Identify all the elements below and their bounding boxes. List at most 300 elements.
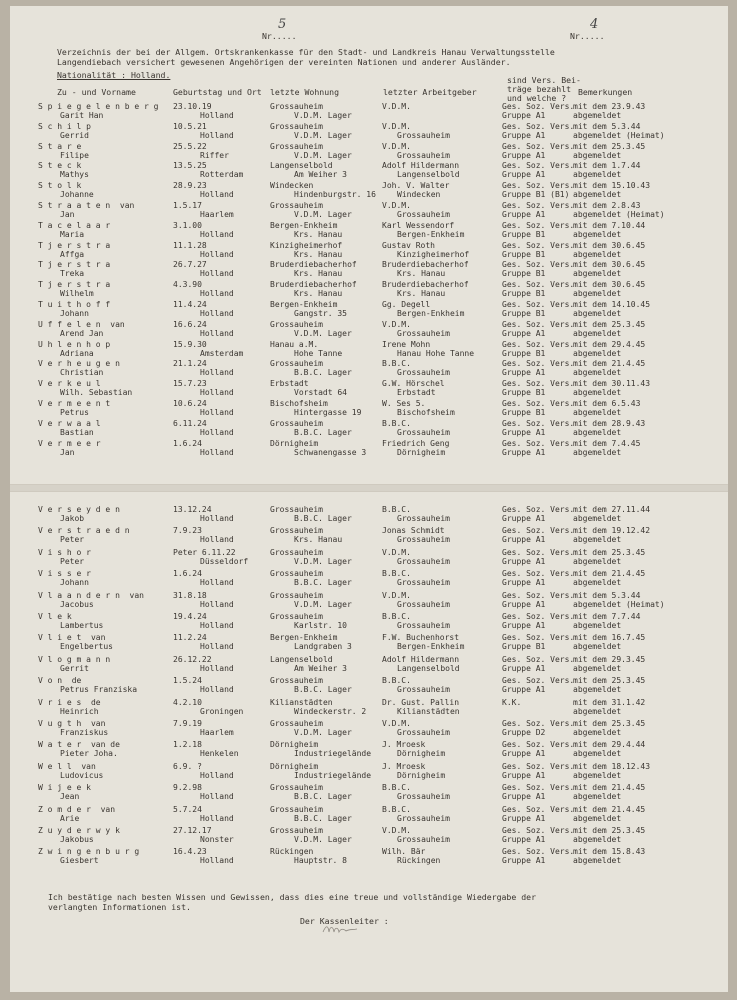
cell-remark-date: mit dem 30.6.45 [573,260,646,270]
cell-employer: G.W. Hörschel [382,379,445,389]
cell-residence: Langenselbold [270,161,333,171]
cell-employer: B.B.C. [382,569,411,579]
cell-remark-date: mit dem 27.11.44 [573,505,651,514]
cell-remark-date: mit dem 21.4.45 [573,359,646,369]
cell-insurance: Ges. Soz. Vers. [502,547,575,557]
cell-given-name: Affga [60,249,85,259]
cell-insurance: Ges. Soz. Vers. [502,379,575,389]
cell-remark-date: mit dem 25.3.45 [573,826,646,835]
cell-insurance: Ges. Soz. Vers. [502,121,575,131]
cell-birth-date: 3.1.00 [173,220,202,230]
cell-employer-place: Grossauheim [397,685,450,695]
cell-employer: Jonas Schmidt [382,526,445,536]
page-number-left-label: Nr..... [262,31,297,41]
cell-remark-status: abgemeldet (Heimat) [573,130,665,140]
cell-residence-detail: V.D.M. Lager [294,835,352,844]
cell-remark-date: mit dem 5.3.44 [573,590,641,600]
cell-employer: Joh. V. Walter [382,181,450,191]
cell-birth-date: 1.6.24 [173,438,202,448]
cell-residence: Hanau a.M. [270,339,319,349]
cell-birth-date: 19.4.24 [173,612,207,621]
cell-birth-place: Holland [200,368,234,378]
cell-remark-date: mit dem 30.11.43 [573,379,651,389]
cell-employer: B.B.C. [382,418,411,428]
table-row [10,400,728,418]
cell-residence: Grossauheim [270,590,323,600]
cell-birth-date: 7.9.23 [173,526,202,536]
cell-residence-detail: B.B.C. Lager [294,685,352,695]
cell-employer-place: Grossauheim [397,599,450,609]
cell-employer: Bruderdiebacherhof [382,260,469,270]
cell-insurance-group: Gruppe A1 [502,770,546,780]
cell-remark-status: abgemeldet [573,229,622,239]
cell-surname: W e l l van [38,761,96,771]
cell-employer-place: Langenselbold [397,170,460,180]
table-row [10,570,728,588]
cell-residence: Grossauheim [270,418,323,428]
cell-birth-date: 6.9. ? [173,761,202,771]
cell-residence: Rückingen [270,847,314,857]
cell-birth-date: 7.9.19 [173,719,202,728]
cell-insurance: Ges. Soz. Vers. [502,141,575,151]
cell-remark-date: mit dem 25.3.45 [573,141,646,151]
cell-insurance: Ges. Soz. Vers. [502,676,575,686]
cell-insurance-group: Gruppe A1 [502,663,546,673]
table-row [10,420,728,438]
cell-birth-place: Holland [200,289,234,299]
cell-remark-date: mit dem 1.7.44 [573,161,641,171]
cell-employer-place: Grossauheim [397,813,450,823]
cell-remark-status: abgemeldet [573,309,622,318]
cell-insurance: Ges. Soz. Vers. [502,220,575,230]
cell-birth-place: Holland [200,792,234,802]
cell-residence-detail: B.B.C. Lager [294,578,352,588]
cell-given-name: Treka [60,269,85,279]
cell-residence: Grossauheim [270,676,323,686]
column-header-contrib-3: und welche ? [507,93,567,103]
table-row [10,242,728,260]
cell-remark-status: abgemeldet [573,328,622,338]
cell-residence: Dörnigheim [270,438,319,448]
cell-surname: T u i t h o f f [38,300,111,309]
cell-birth-date: 11.1.28 [173,240,207,250]
cell-remark-date: mit dem 6.5.43 [573,399,641,408]
cell-employer: J. Mroesk [382,761,426,771]
cell-given-name: Peter [60,556,85,566]
cell-employer-place: Grossauheim [397,130,450,140]
cell-employer-place: Langenselbold [397,663,460,673]
table-row [10,527,728,545]
cell-surname: V i s h o r [38,547,91,557]
cell-birth-date: 5.7.24 [173,804,202,814]
cell-surname: T j e r s t r a [38,240,111,250]
cell-birth-date: 1.5.24 [173,676,202,686]
cell-given-name: Mathys [60,170,89,180]
table-row [10,321,728,339]
column-header-birth: Geburtstag und Ort [173,87,262,97]
cell-residence: Grossauheim [270,804,323,814]
cell-residence: Grossauheim [270,102,323,111]
cell-surname: T j e r s t r a [38,280,111,290]
table-row [10,360,728,378]
cell-residence-detail: Krs. Hanau [294,289,343,299]
cell-employer: B.B.C. [382,612,411,621]
cell-residence: Grossauheim [270,201,323,210]
paper-fold [10,484,728,492]
table-row [10,677,728,695]
cell-surname: V e r h e u g e n [38,359,120,369]
cell-residence-detail: Krs. Hanau [294,535,343,545]
cell-surname: S t e c k [38,161,82,171]
cell-employer-place: Dörnigheim [397,770,446,780]
cell-surname: S c h i l p [38,121,91,131]
column-header-residence: letzte Wohnung [270,87,340,97]
cell-remark-status: abgemeldet (Heimat) [573,599,665,609]
cell-surname: S t o l k [38,181,82,191]
cell-insurance: Ges. Soz. Vers. [502,761,575,771]
cell-given-name: Engelbertus [60,642,113,652]
cell-residence: Kilianstädten [270,697,333,707]
cell-insurance: Ges. Soz. Vers. [502,280,575,290]
cell-remark-date: mit dem 25.3.45 [573,719,646,728]
footer-line-1: Ich bestätige nach besten Wissen und Gewissen, dass dies eine treue und vollständige Wiedergabe der [48,892,536,902]
cell-surname: U h l e n h o p [38,339,111,349]
cell-insurance-group: Gruppe B1 [502,309,546,318]
cell-remark-status: abgemeldet (Heimat) [573,210,665,219]
cell-insurance-group: Gruppe B1 [502,388,546,398]
cell-insurance: Ges. Soz. Vers. [502,847,575,857]
cell-birth-date: 16.4.23 [173,847,207,857]
column-header-remarks: Bemerkungen [578,87,633,97]
cell-birth-place: Holland [200,856,234,866]
cell-insurance: Ges. Soz. Vers. [502,569,575,579]
cell-residence: Grossauheim [270,612,323,621]
cell-residence-detail: Krs. Hanau [294,249,343,259]
cell-birth-date: 15.9.30 [173,339,207,349]
cell-employer-place: Krs. Hanau [397,269,446,279]
cell-given-name: Gerrid [60,130,89,140]
cell-birth-place: Holland [200,447,234,457]
cell-employer-place: Krs. Hanau [397,289,446,299]
cell-insurance-group: Gruppe B1 (B1) [502,190,570,200]
cell-remark-status: abgemeldet [573,170,622,180]
table-row [10,380,728,398]
cell-employer-place: Grossauheim [397,328,450,338]
cell-remark-status: abgemeldet [573,835,622,844]
cell-birth-place: Holland [200,249,234,259]
cell-surname: S p i e g e l e n b e r g [38,102,159,111]
cell-birth-place: Henkelen [200,749,239,759]
cell-insurance-group: Gruppe B1 [502,229,546,239]
cell-insurance: Ges. Soz. Vers. [502,804,575,814]
cell-employer: V.D.M. [382,547,411,557]
table-row [10,720,728,738]
cell-residence: Grossauheim [270,505,323,514]
cell-residence-detail: B.B.C. Lager [294,427,352,437]
cell-remark-date: mit dem 29.3.45 [573,654,646,664]
cell-employer-place: Windecken [397,190,441,200]
cell-employer: B.B.C. [382,359,411,369]
cell-surname: V e r w a a l [38,418,101,428]
cell-given-name: Jakobus [60,835,94,844]
cell-residence: Grossauheim [270,359,323,369]
cell-remark-status: abgemeldet [573,556,622,566]
cell-given-name: Heinrich [60,706,99,716]
signature-mark [322,923,358,935]
cell-birth-place: Holland [200,514,234,523]
cell-remark-date: mit dem 29.4.44 [573,740,646,750]
cell-remark-date: mit dem 21.4.45 [573,804,646,814]
cell-employer: V.D.M. [382,102,411,111]
cell-birth-place: Düsseldorf [200,556,249,566]
cell-residence: Grossauheim [270,121,323,131]
cell-employer: B.B.C. [382,505,411,514]
cell-residence-detail: Hintergasse 19 [294,408,362,417]
cell-given-name: Wilh. Sebastian [60,388,133,398]
cell-residence-detail: V.D.M. Lager [294,130,352,140]
cell-birth-place: Holland [200,190,234,200]
cell-employer: Wilh. Bär [382,847,426,857]
cell-birth-date: 10.5.21 [173,121,207,131]
cell-surname: V l e k [38,612,72,621]
cell-remark-date: mit dem 21.4.45 [573,783,646,793]
cell-birth-date: 11.4.24 [173,300,207,309]
cell-employer: Adolf Hildermann [382,161,460,171]
cell-residence-detail: Hohe Tanne [294,348,343,358]
cell-residence-detail: B.B.C. Lager [294,514,352,523]
cell-insurance-group: Gruppe A1 [502,856,546,866]
cell-residence-detail: Landgraben 3 [294,642,352,652]
table-row [10,827,728,845]
cell-surname: V e r m e e r [38,438,101,448]
cell-residence: Kinzigheimerhof [270,240,343,250]
cell-birth-date: 13.5.25 [173,161,207,171]
cell-residence-detail: Hauptstr. 8 [294,856,347,866]
cell-residence: Langenselbold [270,654,333,664]
cell-remark-date: mit dem 19.12.42 [573,526,651,536]
cell-residence-detail: V.D.M. Lager [294,328,352,338]
cell-employer-place: Hanau Hohe Tanne [397,348,475,358]
cell-remark-status: abgemeldet [573,792,622,802]
cell-residence: Grossauheim [270,783,323,793]
cell-residence-detail: V.D.M. Lager [294,728,352,737]
cell-insurance-group: Gruppe A1 [502,427,546,437]
cell-remark-date: mit dem 28.9.43 [573,418,646,428]
column-header-contrib-2: träge bezahlt [507,84,572,94]
cell-remark-status: abgemeldet [573,514,622,523]
cell-employer-place: Rückingen [397,856,441,866]
cell-residence-detail: Krs. Hanau [294,229,343,239]
cell-insurance: Ges. Soz. Vers. [502,339,575,349]
cell-remark-status: abgemeldet [573,728,622,737]
cell-remark-status: abgemeldet [573,813,622,823]
cell-residence-detail: Am Weiher 3 [294,170,347,180]
cell-surname: V l o g m a n n [38,654,111,664]
cell-remark-date: mit dem 31.1.42 [573,697,646,707]
cell-insurance: Ges. Soz. Vers. [502,612,575,621]
table-row [10,103,728,121]
cell-insurance: Ges. Soz. Vers. [502,740,575,750]
cell-birth-place: Holland [200,388,234,398]
cell-insurance-group: Gruppe A1 [502,835,546,844]
cell-birth-date: 1.5.17 [173,201,202,210]
cell-insurance: Ges. Soz. Vers. [502,418,575,428]
cell-remark-date: mit dem 7.10.44 [573,220,646,230]
cell-insurance-group: Gruppe A1 [502,130,546,140]
cell-insurance-group: Gruppe B1 [502,642,546,652]
cell-birth-date: 9.2.98 [173,783,202,793]
cell-residence: Bergen-Enkheim [270,300,338,309]
cell-insurance-group: Gruppe B1 [502,269,546,279]
cell-employer: V.D.M. [382,201,411,210]
cell-insurance: Ges. Soz. Vers. [502,438,575,448]
cell-insurance: Ges. Soz. Vers. [502,161,575,171]
cell-employer: Dr. Gust. Pallin [382,697,460,707]
cell-given-name: Maria [60,229,85,239]
cell-residence-detail: Vorstadt 64 [294,388,347,398]
cell-residence-detail: V.D.M. Lager [294,111,352,120]
cell-given-name: Johanne [60,190,94,200]
cell-employer: B.B.C. [382,804,411,814]
cell-employer-place: Erbstadt [397,388,436,398]
cell-birth-date: 10.6.24 [173,399,207,408]
cell-insurance-group: Gruppe B1 [502,348,546,358]
table-row [10,261,728,279]
cell-birth-place: Riffer [200,150,229,160]
cell-employer-place: Grossauheim [397,368,450,378]
cell-birth-place: Holland [200,408,234,417]
cell-birth-place: Holland [200,269,234,279]
cell-birth-date: 1.6.24 [173,569,202,579]
cell-surname: S t a r e [38,141,82,151]
cell-given-name: Arie [60,813,80,823]
cell-residence-detail: B.B.C. Lager [294,792,352,802]
table-row [10,784,728,802]
cell-residence: Grossauheim [270,569,323,579]
cell-insurance-group: Gruppe A1 [502,685,546,695]
cell-insurance-group: Gruppe B1 [502,408,546,417]
cell-surname: V e r k e u l [38,379,101,389]
cell-given-name: Arend Jan [60,328,104,338]
cell-given-name: Giesbert [60,856,99,866]
cell-remark-date: mit dem 15.10.43 [573,181,651,191]
document-sheet [10,6,728,992]
cell-birth-place: Holland [200,685,234,695]
cell-birth-date: 26.7.27 [173,260,207,270]
cell-birth-date: 4.2.10 [173,697,202,707]
cell-birth-place: Groningen [200,706,244,716]
cell-employer: Karl Wessendorf [382,220,455,230]
cell-insurance-group: Gruppe A1 [502,514,546,523]
table-row [10,281,728,299]
cell-insurance: Ges. Soz. Vers. [502,590,575,600]
cell-residence: Grossauheim [270,826,323,835]
cell-employer-place: Bergen-Enkheim [397,309,465,318]
cell-insurance-group: Gruppe A1 [502,150,546,160]
cell-employer: Adolf Hildermann [382,654,460,664]
cell-employer-place: Grossauheim [397,621,450,630]
cell-employer-place: Grossauheim [397,210,450,219]
cell-insurance: Ges. Soz. Vers. [502,181,575,191]
cell-remark-date: mit dem 5.3.44 [573,121,641,131]
cell-employer: V.D.M. [382,590,411,600]
cell-employer: V.D.M. [382,141,411,151]
cell-remark-date: mit dem 25.3.45 [573,676,646,686]
cell-insurance-group: Gruppe A1 [502,535,546,545]
cell-given-name: Pieter Joha. [60,749,118,759]
cell-remark-date: mit dem 16.7.45 [573,633,646,643]
cell-residence-detail: V.D.M. Lager [294,599,352,609]
cell-insurance-group: Gruppe B1 [502,289,546,299]
table-row [10,634,728,652]
cell-residence-detail: V.D.M. Lager [294,210,352,219]
cell-insurance: Ges. Soz. Vers. [502,399,575,408]
table-row [10,549,728,567]
cell-insurance: Ges. Soz. Vers. [502,526,575,536]
cell-residence: Bruderdiebacherhof [270,280,357,290]
cell-given-name: Adriana [60,348,94,358]
cell-insurance: Ges. Soz. Vers. [502,240,575,250]
cell-birth-date: 4.3.90 [173,280,202,290]
cell-surname: U f f e l e n van [38,319,125,329]
cell-birth-place: Haarlem [200,728,234,737]
cell-insurance-group: Gruppe A1 [502,328,546,338]
cell-residence-detail: Hindenburgstr. 16 [294,190,376,200]
column-header-contrib-1: sind Vers. Bei- [507,75,581,85]
cell-remark-status: abgemeldet [573,447,622,457]
cell-given-name: Jan [60,447,75,457]
cell-surname: S t r a a t e n van [38,201,135,210]
cell-residence: Grossauheim [270,141,323,151]
cell-employer-place: Bischofsheim [397,408,455,417]
cell-employer-place: Grossauheim [397,514,450,523]
table-row [10,699,728,717]
cell-birth-place: Holland [200,621,234,630]
cell-remark-status: abgemeldet [573,348,622,358]
cell-residence: Bischofsheim [270,399,328,408]
cell-employer: B.B.C. [382,676,411,686]
cell-insurance-group: Gruppe A1 [502,111,546,120]
cell-employer: Gg. Degell [382,300,431,309]
cell-employer-place: Grossauheim [397,535,450,545]
table-row [10,301,728,319]
cell-residence: Grossauheim [270,719,323,728]
cell-employer: Friedrich Geng [382,438,450,448]
cell-insurance-group: Gruppe D2 [502,728,546,737]
cell-birth-place: Holland [200,578,234,588]
cell-employer-place: Bergen-Enkheim [397,229,465,239]
cell-remark-status: abgemeldet [573,621,622,630]
cell-surname: W i j e e k [38,783,91,793]
cell-birth-place: Holland [200,328,234,338]
table-row [10,763,728,781]
title-line-2: Langendiebach versichert gewesenen Angehörigen der vereinten Nationen und anderer Ausländer. [57,57,511,67]
cell-residence: Bergen-Enkheim [270,220,338,230]
cell-residence: Dörnigheim [270,761,319,771]
cell-remark-date: mit dem 14.10.45 [573,300,651,309]
cell-residence: Grossauheim [270,319,323,329]
cell-residence: Bergen-Enkheim [270,633,338,643]
table-row [10,202,728,220]
cell-residence-detail: Industriegelände [294,770,372,780]
cell-remark-date: mit dem 18.12.43 [573,761,651,771]
cell-surname: Z o m d e r van [38,804,116,814]
cell-given-name: Jean [60,792,80,802]
cell-birth-date: 11.2.24 [173,633,207,643]
cell-insurance: Ges. Soz. Vers. [502,654,575,664]
cell-birth-date: 28.9.23 [173,181,207,191]
table-row [10,222,728,240]
